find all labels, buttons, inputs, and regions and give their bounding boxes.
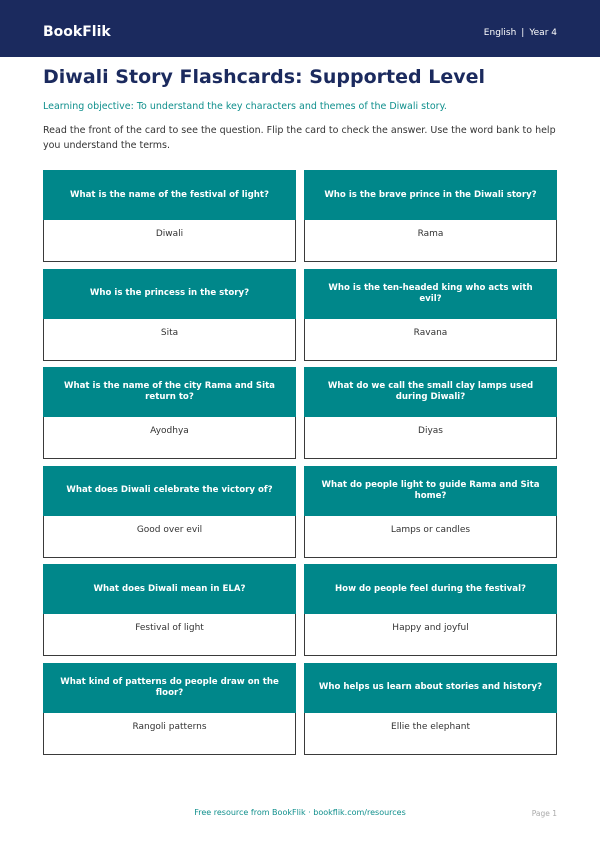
flashcard-question: What is the name of the festival of light? <box>43 170 296 220</box>
page-number: Page 1 <box>531 809 557 818</box>
flashcard-answer: Sita <box>43 319 296 361</box>
flashcard-question: What does Diwali celebrate the victory of? <box>43 466 296 516</box>
flashcard-question: What do we call the small clay lamps used during Diwali? <box>304 367 557 417</box>
flashcard[interactable] <box>304 170 557 262</box>
footer-credit[interactable]: Free resource from BookFlik · bookflik.com/resources <box>194 808 406 817</box>
top-bar <box>0 0 600 57</box>
learning-objective: Learning objective: To understand the key characters and themes of the Diwali story. <box>43 101 447 112</box>
flashcard[interactable] <box>304 564 557 656</box>
flashcard[interactable] <box>43 466 296 558</box>
flashcard-answer: Rama <box>304 220 557 262</box>
flashcard-answer: Ravana <box>304 319 557 361</box>
flashcard-question: What kind of patterns do people draw on the floor? <box>43 663 296 713</box>
flashcard[interactable] <box>43 367 296 459</box>
flashcard-answer: Diyas <box>304 417 557 459</box>
flashcard-answer: Lamps or candles <box>304 516 557 558</box>
flashcard[interactable] <box>304 663 557 755</box>
flashcard-answer: Happy and joyful <box>304 614 557 656</box>
year-label: Year 4 <box>529 28 557 38</box>
flashcard[interactable] <box>43 269 296 361</box>
flashcard-answer: Rangoli patterns <box>43 713 296 755</box>
flashcard-answer: Good over evil <box>43 516 296 558</box>
flashcard-question: Who is the princess in the story? <box>43 269 296 319</box>
breadcrumb-separator: | <box>521 28 525 38</box>
flashcard-question: How do people feel during the festival? <box>304 564 557 614</box>
flashcard-question: Who is the ten-headed king who acts with evil? <box>304 269 557 319</box>
flashcard[interactable] <box>304 269 557 361</box>
flashcard-answer: Ayodhya <box>43 417 296 459</box>
flashcard-question: What do people light to guide Rama and Sita home? <box>304 466 557 516</box>
flashcard[interactable] <box>43 170 296 262</box>
flashcard-answer: Ellie the elephant <box>304 713 557 755</box>
instructions-text: Read the front of the card to see the question. Flip the card to check the answer. Use the word bank to help you understand the terms. <box>43 125 556 151</box>
flashcard[interactable] <box>43 663 296 755</box>
flashcard[interactable] <box>43 564 296 656</box>
flashcard[interactable] <box>304 466 557 558</box>
brand-logo[interactable]: BookFlik <box>43 24 111 40</box>
flashcard-answer: Festival of light <box>43 614 296 656</box>
flashcard-question: Who is the brave prince in the Diwali story? <box>304 170 557 220</box>
flashcard-answer: Diwali <box>43 220 296 262</box>
flashcard-question: Who helps us learn about stories and history? <box>304 663 557 713</box>
flashcard-question: What does Diwali mean in ELA? <box>43 564 296 614</box>
subject-label: English <box>483 28 517 38</box>
page-title: Diwali Story Flashcards: Supported Level <box>43 66 486 88</box>
flashcard[interactable] <box>304 367 557 459</box>
subject-breadcrumb <box>484 28 557 38</box>
flashcard-question: What is the name of the city Rama and Sita return to? <box>43 367 296 417</box>
